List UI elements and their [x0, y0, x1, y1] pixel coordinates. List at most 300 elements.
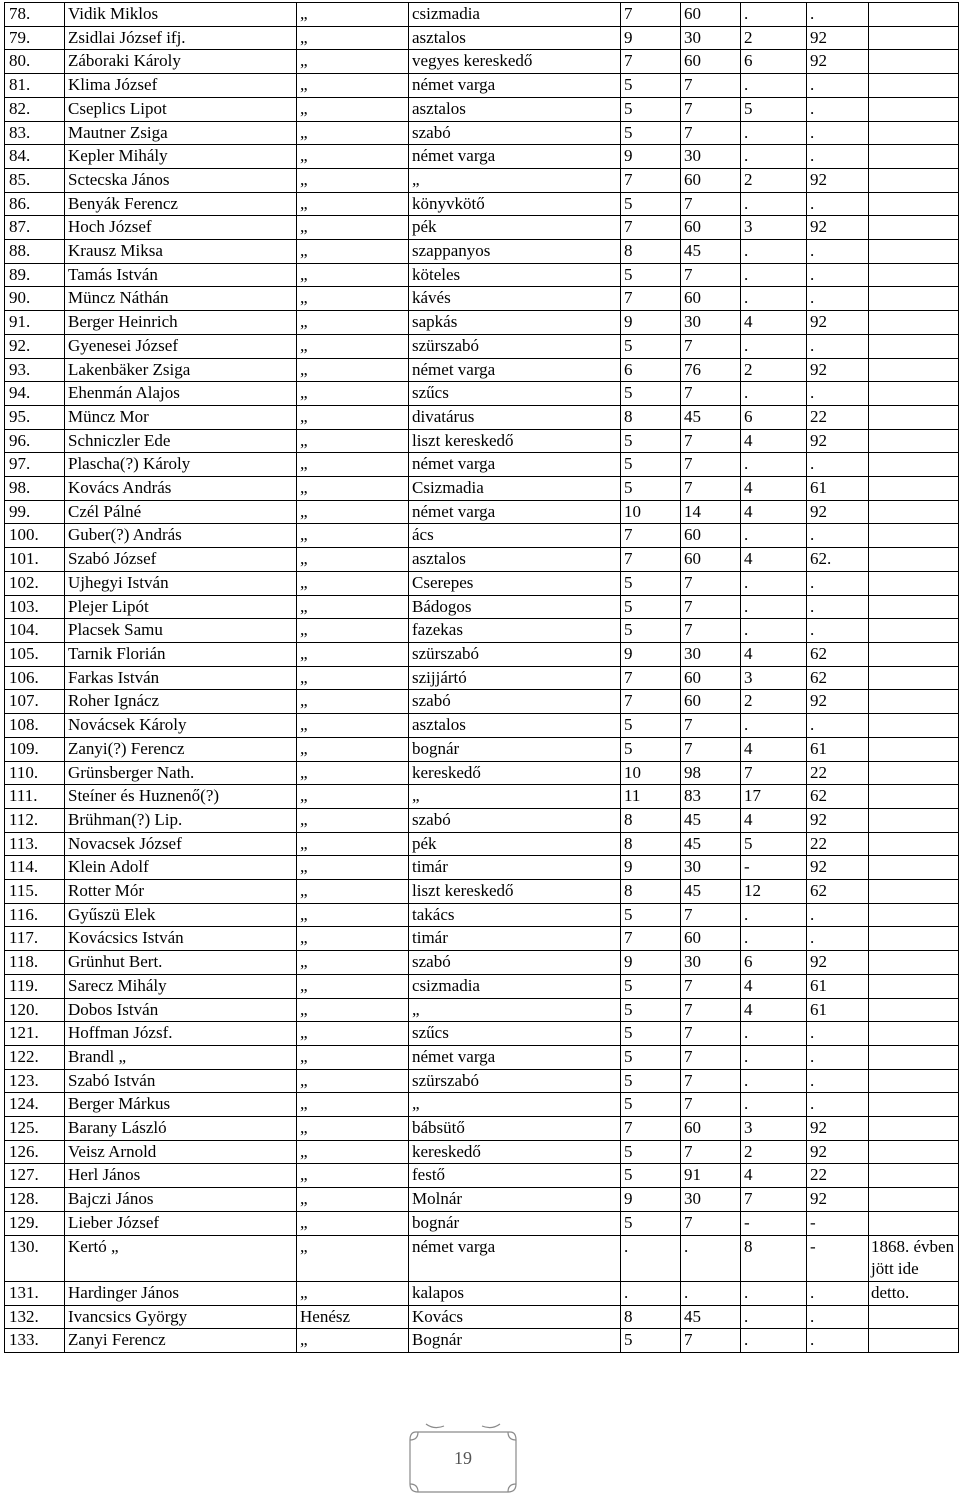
- cell-name: Dobos István: [65, 998, 297, 1022]
- cell-residence: „: [297, 168, 409, 192]
- cell-name: Ehenmán Alajos: [65, 382, 297, 406]
- cell-number: 122.: [5, 1045, 65, 1069]
- cell-number: 130.: [5, 1235, 65, 1281]
- cell-val1: 5: [621, 571, 681, 595]
- cell-note: [869, 145, 959, 169]
- cell-residence: „: [297, 74, 409, 98]
- cell-val3: 2: [741, 168, 807, 192]
- table-row: [5, 737, 959, 761]
- cell-note: [869, 429, 959, 453]
- cell-val3: 4: [741, 500, 807, 524]
- cell-number: 127.: [5, 1164, 65, 1188]
- cell-val1: 5: [621, 1140, 681, 1164]
- cell-val3: .: [741, 1329, 807, 1353]
- cell-val2: 45: [681, 405, 741, 429]
- cell-trade: szappanyos: [409, 240, 621, 264]
- cell-val3: 2: [741, 26, 807, 50]
- table-row: [5, 1045, 959, 1069]
- cell-trade: szabó: [409, 951, 621, 975]
- cell-note: [869, 405, 959, 429]
- cell-val1: 5: [621, 1211, 681, 1235]
- cell-number: 118.: [5, 951, 65, 975]
- cell-trade: bognár: [409, 1211, 621, 1235]
- cell-val4: 92: [807, 358, 869, 382]
- cell-val3: 6: [741, 50, 807, 74]
- cell-val4: .: [807, 287, 869, 311]
- cell-name: Vidik Miklos: [65, 3, 297, 27]
- table-row: [5, 192, 959, 216]
- cell-note: [869, 74, 959, 98]
- cell-name: Veisz Arnold: [65, 1140, 297, 1164]
- cell-note: [869, 1188, 959, 1212]
- cell-name: Tarnik Florián: [65, 642, 297, 666]
- table-row: [5, 856, 959, 880]
- cell-val1: 9: [621, 26, 681, 50]
- cell-note: [869, 382, 959, 406]
- table-row: [5, 1069, 959, 1093]
- cell-val3: -: [741, 1211, 807, 1235]
- cell-residence: „: [297, 334, 409, 358]
- cell-number: 112.: [5, 808, 65, 832]
- cell-note: [869, 1022, 959, 1046]
- cell-val2: 7: [681, 1329, 741, 1353]
- cell-val4: 92: [807, 429, 869, 453]
- cell-val4: .: [807, 1022, 869, 1046]
- cell-val3: 4: [741, 737, 807, 761]
- cell-val1: 5: [621, 382, 681, 406]
- table-row: [5, 429, 959, 453]
- cell-name: Roher Ignácz: [65, 690, 297, 714]
- cell-val1: 7: [621, 690, 681, 714]
- cell-val1: 10: [621, 500, 681, 524]
- page-number: 19: [454, 1448, 472, 1468]
- cell-note: [869, 240, 959, 264]
- cell-trade: sapkás: [409, 311, 621, 335]
- cell-residence: „: [297, 903, 409, 927]
- cell-val1: 5: [621, 595, 681, 619]
- cell-number: 87.: [5, 216, 65, 240]
- cell-val1: 5: [621, 1164, 681, 1188]
- cell-name: Gyűszü Elek: [65, 903, 297, 927]
- cell-residence: „: [297, 524, 409, 548]
- cell-val2: 83: [681, 785, 741, 809]
- cell-trade: „: [409, 1093, 621, 1117]
- cell-val2: 60: [681, 216, 741, 240]
- cell-name: Hoch József: [65, 216, 297, 240]
- cell-number: 110.: [5, 761, 65, 785]
- cell-number: 97.: [5, 453, 65, 477]
- cell-name: Gyenesei József: [65, 334, 297, 358]
- cell-note: [869, 26, 959, 50]
- cell-note: [869, 595, 959, 619]
- table-row: [5, 1211, 959, 1235]
- cell-val4: 62.: [807, 548, 869, 572]
- cell-val3: .: [741, 121, 807, 145]
- cell-trade: német varga: [409, 74, 621, 98]
- cell-residence: „: [297, 121, 409, 145]
- cell-val4: 92: [807, 50, 869, 74]
- cell-val1: 8: [621, 832, 681, 856]
- cell-note: [869, 287, 959, 311]
- cell-number: 101.: [5, 548, 65, 572]
- cell-trade: vegyes kereskedő: [409, 50, 621, 74]
- cell-val3: 6: [741, 951, 807, 975]
- cell-name: Szabó István: [65, 1069, 297, 1093]
- cell-val4: .: [807, 1329, 869, 1353]
- cell-val3: 12: [741, 880, 807, 904]
- cell-val1: 8: [621, 240, 681, 264]
- cell-val2: 7: [681, 595, 741, 619]
- table-row: [5, 666, 959, 690]
- cell-number: 92.: [5, 334, 65, 358]
- cell-val3: .: [741, 1045, 807, 1069]
- cell-val1: 9: [621, 311, 681, 335]
- cell-number: 93.: [5, 358, 65, 382]
- cell-val2: 7: [681, 998, 741, 1022]
- cell-note: 1868. évben jött ide: [869, 1235, 959, 1281]
- cell-note: [869, 571, 959, 595]
- cell-val3: 17: [741, 785, 807, 809]
- cell-val2: 7: [681, 382, 741, 406]
- cell-trade: szabó: [409, 808, 621, 832]
- cell-val3: .: [741, 382, 807, 406]
- cell-number: 103.: [5, 595, 65, 619]
- cell-val4: .: [807, 595, 869, 619]
- cell-trade: timár: [409, 927, 621, 951]
- cell-val2: 76: [681, 358, 741, 382]
- table-row: [5, 595, 959, 619]
- cell-name: Grünsberger Nath.: [65, 761, 297, 785]
- cell-trade: asztalos: [409, 97, 621, 121]
- cell-trade: köteles: [409, 263, 621, 287]
- cell-val4: 62: [807, 642, 869, 666]
- cell-val2: 7: [681, 619, 741, 643]
- cell-val4: 22: [807, 761, 869, 785]
- cell-residence: „: [297, 1045, 409, 1069]
- cell-number: 86.: [5, 192, 65, 216]
- cell-residence: Henész: [297, 1305, 409, 1329]
- cell-note: [869, 880, 959, 904]
- cell-val4: .: [807, 453, 869, 477]
- cell-val1: .: [621, 1235, 681, 1281]
- cell-number: 90.: [5, 287, 65, 311]
- cell-val1: 5: [621, 121, 681, 145]
- cell-val3: .: [741, 263, 807, 287]
- cell-val2: 45: [681, 808, 741, 832]
- cell-trade: német varga: [409, 358, 621, 382]
- cell-note: [869, 3, 959, 27]
- cell-val2: .: [681, 1281, 741, 1305]
- cell-val3: 5: [741, 832, 807, 856]
- cell-val4: .: [807, 334, 869, 358]
- cell-note: [869, 1045, 959, 1069]
- cell-number: 106.: [5, 666, 65, 690]
- cell-val2: 30: [681, 26, 741, 50]
- cell-val4: .: [807, 192, 869, 216]
- cell-name: Tamás István: [65, 263, 297, 287]
- cell-val2: 45: [681, 832, 741, 856]
- table-row: [5, 998, 959, 1022]
- cell-trade: német varga: [409, 453, 621, 477]
- cell-note: [869, 903, 959, 927]
- cell-val1: 7: [621, 216, 681, 240]
- cell-trade: szűcs: [409, 382, 621, 406]
- cell-number: 129.: [5, 1211, 65, 1235]
- cell-name: Klein Adolf: [65, 856, 297, 880]
- cell-val2: 30: [681, 145, 741, 169]
- table-row: [5, 358, 959, 382]
- cell-val3: .: [741, 3, 807, 27]
- cell-number: 85.: [5, 168, 65, 192]
- table-row: [5, 642, 959, 666]
- cell-val4: .: [807, 524, 869, 548]
- cell-residence: „: [297, 97, 409, 121]
- table-row: [5, 405, 959, 429]
- cell-note: [869, 974, 959, 998]
- cell-number: 117.: [5, 927, 65, 951]
- cell-val3: .: [741, 524, 807, 548]
- cell-note: [869, 500, 959, 524]
- cell-note: [869, 121, 959, 145]
- cell-note: [869, 642, 959, 666]
- cell-residence: „: [297, 642, 409, 666]
- cell-name: Benyák Ferencz: [65, 192, 297, 216]
- cell-val2: 7: [681, 714, 741, 738]
- cell-number: 108.: [5, 714, 65, 738]
- cell-val2: 30: [681, 642, 741, 666]
- cell-name: Mautner Zsiga: [65, 121, 297, 145]
- cell-name: Farkas István: [65, 666, 297, 690]
- cell-residence: „: [297, 832, 409, 856]
- cell-val2: 30: [681, 311, 741, 335]
- cell-name: Ivancsics György: [65, 1305, 297, 1329]
- cell-val1: 5: [621, 334, 681, 358]
- cell-trade: kávés: [409, 287, 621, 311]
- cell-val1: 5: [621, 263, 681, 287]
- cell-trade: divatárus: [409, 405, 621, 429]
- cell-number: 119.: [5, 974, 65, 998]
- cell-val4: .: [807, 619, 869, 643]
- table-row: [5, 74, 959, 98]
- cell-residence: „: [297, 311, 409, 335]
- cell-trade: kereskedő: [409, 1140, 621, 1164]
- cell-val1: 6: [621, 358, 681, 382]
- table-row: [5, 880, 959, 904]
- cell-val2: 7: [681, 192, 741, 216]
- cell-note: [869, 619, 959, 643]
- cell-name: Zanyi(?) Ferencz: [65, 737, 297, 761]
- cell-trade: timár: [409, 856, 621, 880]
- table-row: [5, 619, 959, 643]
- cell-note: [869, 263, 959, 287]
- cell-residence: „: [297, 761, 409, 785]
- cell-val3: 2: [741, 1140, 807, 1164]
- register-table: [4, 2, 959, 1353]
- cell-val4: 92: [807, 856, 869, 880]
- cell-val2: 30: [681, 1188, 741, 1212]
- cell-trade: asztalos: [409, 26, 621, 50]
- cell-name: Hardinger János: [65, 1281, 297, 1305]
- cell-trade: pék: [409, 832, 621, 856]
- cell-val2: 7: [681, 1045, 741, 1069]
- cell-val3: 7: [741, 761, 807, 785]
- cell-val4: -: [807, 1211, 869, 1235]
- cell-val1: 5: [621, 1022, 681, 1046]
- cell-val1: 5: [621, 74, 681, 98]
- cell-residence: „: [297, 974, 409, 998]
- table-row: [5, 477, 959, 501]
- table-row: [5, 974, 959, 998]
- cell-val4: .: [807, 1069, 869, 1093]
- cell-number: 79.: [5, 26, 65, 50]
- cell-val3: .: [741, 145, 807, 169]
- cell-number: 88.: [5, 240, 65, 264]
- cell-note: [869, 1117, 959, 1141]
- table-row: [5, 453, 959, 477]
- cell-name: Barany László: [65, 1117, 297, 1141]
- cell-val1: 8: [621, 1305, 681, 1329]
- cell-val4: .: [807, 903, 869, 927]
- cell-val2: 7: [681, 1211, 741, 1235]
- cell-number: 115.: [5, 880, 65, 904]
- cell-number: 82.: [5, 97, 65, 121]
- cell-val2: 7: [681, 429, 741, 453]
- cell-val4: 92: [807, 168, 869, 192]
- cell-trade: „: [409, 998, 621, 1022]
- cell-val1: 7: [621, 287, 681, 311]
- cell-trade: „: [409, 785, 621, 809]
- cell-residence: „: [297, 666, 409, 690]
- cell-val4: 22: [807, 1164, 869, 1188]
- cell-val3: 2: [741, 358, 807, 382]
- cell-note: [869, 453, 959, 477]
- table-row: [5, 240, 959, 264]
- cell-val1: 5: [621, 974, 681, 998]
- cell-val4: .: [807, 121, 869, 145]
- cell-name: Berger Márkus: [65, 1093, 297, 1117]
- cell-residence: „: [297, 1211, 409, 1235]
- cell-note: [869, 192, 959, 216]
- cell-val2: 7: [681, 1069, 741, 1093]
- cell-note: [869, 690, 959, 714]
- cell-trade: szürszabó: [409, 642, 621, 666]
- cell-val3: 4: [741, 642, 807, 666]
- cell-number: 114.: [5, 856, 65, 880]
- cell-name: Cseplics Lipot: [65, 97, 297, 121]
- cell-name: Klima József: [65, 74, 297, 98]
- table-row: [5, 1140, 959, 1164]
- cell-number: 102.: [5, 571, 65, 595]
- table-row: [5, 26, 959, 50]
- cell-note: [869, 714, 959, 738]
- cell-val4: .: [807, 714, 869, 738]
- cell-name: Plascha(?) Károly: [65, 453, 297, 477]
- cell-residence: „: [297, 1281, 409, 1305]
- cell-val2: 14: [681, 500, 741, 524]
- cell-residence: „: [297, 1329, 409, 1353]
- cell-val2: 60: [681, 168, 741, 192]
- cell-val2: 45: [681, 240, 741, 264]
- cell-residence: „: [297, 785, 409, 809]
- cell-val1: 9: [621, 145, 681, 169]
- cell-val3: .: [741, 1305, 807, 1329]
- cell-val4: .: [807, 97, 869, 121]
- cell-val1: 8: [621, 880, 681, 904]
- cell-note: [869, 1305, 959, 1329]
- cell-trade: német varga: [409, 500, 621, 524]
- cell-val4: 92: [807, 311, 869, 335]
- table-row: [5, 832, 959, 856]
- cell-val2: 60: [681, 524, 741, 548]
- cell-val2: 45: [681, 880, 741, 904]
- cell-val2: 7: [681, 97, 741, 121]
- cell-residence: „: [297, 808, 409, 832]
- cell-val3: .: [741, 1281, 807, 1305]
- table-row: [5, 1329, 959, 1353]
- cell-name: Kovács András: [65, 477, 297, 501]
- cell-number: 83.: [5, 121, 65, 145]
- cell-val1: 7: [621, 50, 681, 74]
- table-row: [5, 1164, 959, 1188]
- cell-val1: 5: [621, 714, 681, 738]
- cell-val3: .: [741, 927, 807, 951]
- cell-number: 99.: [5, 500, 65, 524]
- cell-val3: .: [741, 74, 807, 98]
- cell-val2: .: [681, 1235, 741, 1281]
- cell-val3: 6: [741, 405, 807, 429]
- cell-number: 121.: [5, 1022, 65, 1046]
- cell-name: Zsidlai József ifj.: [65, 26, 297, 50]
- cell-val4: 62: [807, 785, 869, 809]
- table-row: [5, 50, 959, 74]
- cell-val1: 8: [621, 808, 681, 832]
- table-row: [5, 761, 959, 785]
- cell-val3: 4: [741, 477, 807, 501]
- cell-val2: 60: [681, 287, 741, 311]
- cell-val1: 5: [621, 453, 681, 477]
- cell-val2: 98: [681, 761, 741, 785]
- cell-val2: 91: [681, 1164, 741, 1188]
- cell-residence: „: [297, 548, 409, 572]
- cell-val4: 22: [807, 405, 869, 429]
- cell-note: detto.: [869, 1281, 959, 1305]
- cell-val4: .: [807, 145, 869, 169]
- cell-name: Kovácsics István: [65, 927, 297, 951]
- cell-number: 84.: [5, 145, 65, 169]
- cell-val3: .: [741, 903, 807, 927]
- cell-val2: 7: [681, 571, 741, 595]
- cell-number: 123.: [5, 1069, 65, 1093]
- cell-val2: 60: [681, 666, 741, 690]
- cell-number: 98.: [5, 477, 65, 501]
- cell-note: [869, 311, 959, 335]
- cell-number: 100.: [5, 524, 65, 548]
- cell-name: Ujhegyi István: [65, 571, 297, 595]
- cell-residence: „: [297, 880, 409, 904]
- cell-val3: .: [741, 595, 807, 619]
- cell-val4: 92: [807, 1117, 869, 1141]
- cell-val3: 3: [741, 666, 807, 690]
- cell-residence: „: [297, 714, 409, 738]
- cell-number: 95.: [5, 405, 65, 429]
- cell-residence: „: [297, 500, 409, 524]
- cell-trade: csizmadia: [409, 974, 621, 998]
- cell-residence: „: [297, 1235, 409, 1281]
- cell-val4: 92: [807, 26, 869, 50]
- cell-number: 89.: [5, 263, 65, 287]
- cell-number: 133.: [5, 1329, 65, 1353]
- cell-val2: 30: [681, 951, 741, 975]
